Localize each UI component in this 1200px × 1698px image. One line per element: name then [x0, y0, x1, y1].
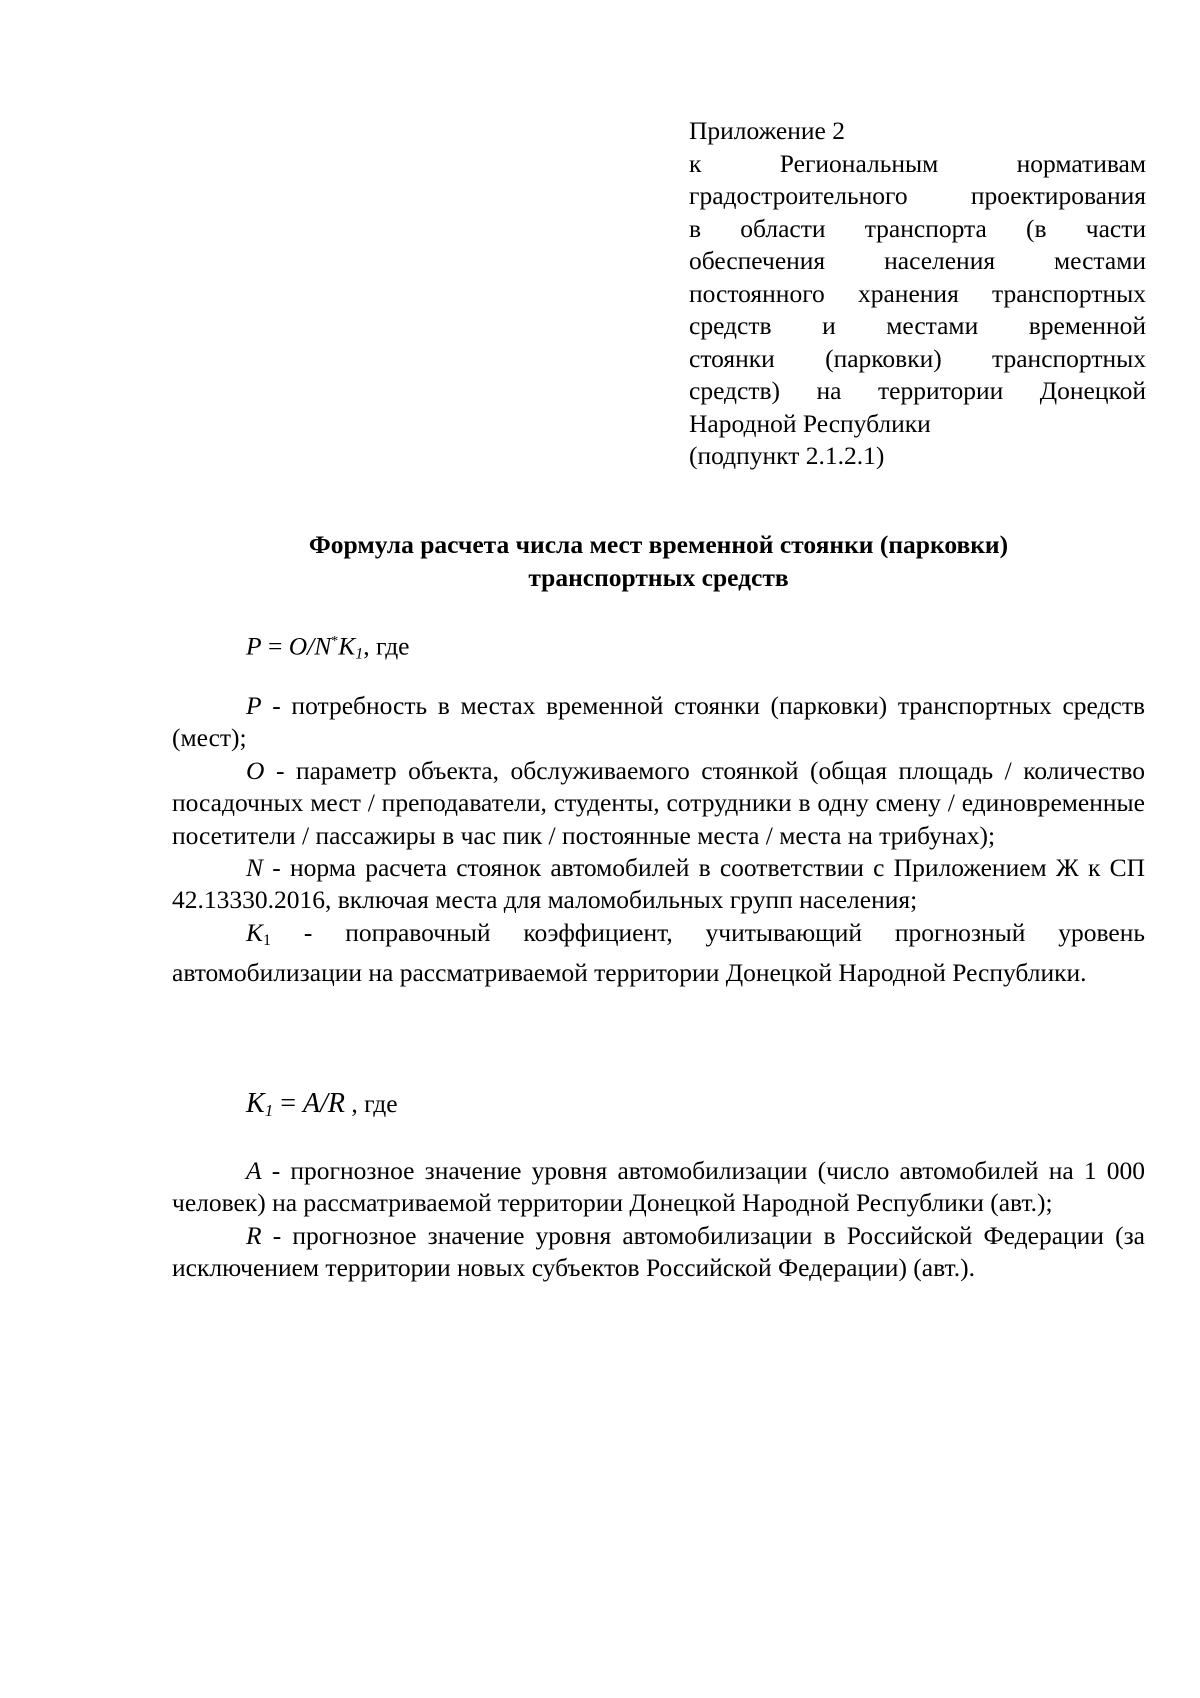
appendix-line: (подпункт 2.1.2.1): [689, 441, 885, 470]
formula-parking-places: [246, 626, 409, 671]
formula-lhs-k: K: [246, 1088, 265, 1119]
formula-suffix: , где: [363, 631, 410, 661]
definition-text: - параметр объекта, обслуживаемого стоянкой (общая площадь / количество посадочных мест / преподаватели, студенты, сотрудники в одну смену / единовременные посетители / пассажиры в час пик / постоянные места / места на трибунах);: [172, 755, 1145, 850]
appendix-line: постоянного хранения транспортных: [689, 278, 1146, 308]
formula-rhs: A/R: [302, 1088, 345, 1119]
definition-paragraph: [172, 1220, 1145, 1285]
definition-symbol: A: [246, 1156, 262, 1185]
appendix-line: обеспечения населения местами: [689, 246, 1146, 275]
definition-paragraph: [172, 852, 1145, 917]
formula-times: *: [331, 634, 339, 649]
definitions-block-2: [172, 1155, 1145, 1285]
appendix-line: средств и местами временной: [689, 311, 1146, 340]
definition-text: - норма расчета стоянок автомобилей в соответствии с Приложением Ж к СП 42.13330.2016, включая места для маломобильных групп населения;: [172, 853, 1145, 915]
appendix-header: [689, 115, 1146, 473]
appendix-line: к Региональным нормативам: [689, 148, 1146, 178]
title-line: Формула расчета числа мест временной стоянки (парковки): [308, 530, 1009, 559]
definition-paragraph: [172, 690, 1145, 755]
formula-rhs-k: K: [338, 631, 356, 661]
definition-paragraph: [172, 755, 1145, 852]
formula-suffix: , где: [344, 1089, 398, 1118]
formula-lhs-sub: 1: [264, 1101, 274, 1120]
appendix-line: средств) на территории Донецкой: [689, 376, 1146, 405]
definitions-block-1: [172, 690, 1145, 990]
definition-paragraph: [172, 1155, 1145, 1220]
appendix-line: Приложение 2: [689, 116, 845, 145]
formula-lhs: P: [246, 631, 262, 661]
definition-symbol: R: [246, 1220, 262, 1250]
formula-correction-coefficient: [246, 1088, 398, 1127]
definition-subscript: 1: [263, 931, 272, 949]
appendix-line: градостроительного проектирования: [689, 181, 1146, 210]
formula-rhs-o-n: O/N: [288, 631, 332, 661]
appendix-line: стоянки (парковки) транспортных: [689, 343, 1146, 373]
document-title: [172, 528, 1145, 594]
definition-symbol: O: [246, 755, 265, 785]
definition-symbol: N: [246, 853, 264, 883]
definition-text: - прогнозное значение уровня автомобилизации в Российской Федерации (за исключением территории новых субъектов Российской Федерации) (авт.).: [172, 1220, 1145, 1283]
title-line: транспортных средств: [528, 563, 789, 592]
definition-text: - прогнозное значение уровня автомобилизации (число автомобилей на 1 000 человек) на рассматриваемой территории Донецкой Народной Республики (авт.);: [172, 1156, 1145, 1218]
definition-text: - поправочный коэффициент, учитывающий прогнозный уровень автомобилизации на рассматриваемой территории Донецкой Народной Республики.: [172, 917, 1145, 988]
formula-rhs-k-sub: 1: [355, 645, 364, 663]
appendix-line: в области транспорта (в части: [689, 213, 1146, 243]
formula-equals: =: [261, 631, 289, 661]
definition-symbol: P: [246, 691, 262, 720]
appendix-line: Народной Республики: [689, 408, 931, 438]
definition-text: - потребность в местах временной стоянки (парковки) транспортных средств (мест);: [172, 691, 1145, 753]
definition-symbol: K: [246, 917, 264, 947]
definition-paragraph: [172, 917, 1145, 990]
formula-equals: =: [273, 1088, 303, 1119]
